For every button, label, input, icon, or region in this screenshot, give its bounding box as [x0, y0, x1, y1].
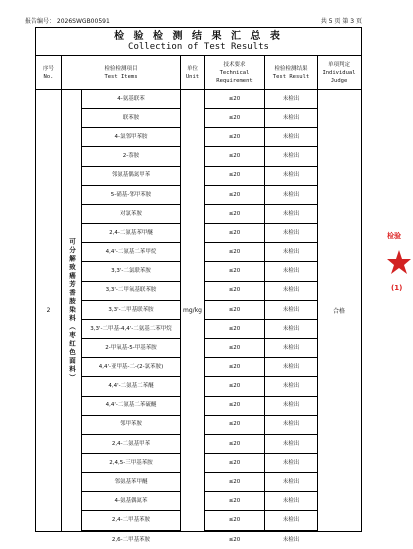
test-item-name: 4-氨基联苯 — [82, 90, 180, 109]
technical-requirement: ≤20 — [205, 454, 264, 473]
test-result: 未检出 — [265, 397, 317, 416]
col-items-en: Test Items — [104, 73, 138, 80]
items-column — [82, 90, 181, 543]
stamp-bottom-text: (1) — [391, 284, 403, 292]
test-item-name: 4,4'-二氨基二苯甲烷 — [82, 243, 180, 262]
page-indicator: 共 5 页 第 3 页 — [320, 18, 362, 25]
stamp-top-text: 检验 — [387, 232, 401, 240]
test-item-name: 5-硝基-邻甲苯胺 — [82, 186, 180, 205]
table-body — [36, 90, 361, 543]
technical-requirement: ≤20 — [205, 109, 264, 128]
test-result: 未检出 — [265, 377, 317, 396]
seal-stamp — [385, 228, 413, 298]
technical-requirement: ≤20 — [205, 205, 264, 224]
result-column — [265, 90, 318, 543]
test-result: 未检出 — [265, 301, 317, 320]
col-req-en2: Requirement — [216, 77, 253, 84]
test-item-name: 2,6-二甲基苯胺 — [111, 536, 151, 543]
technical-requirement: ≤20 — [205, 320, 264, 339]
col-judge-en1: Individual — [322, 69, 356, 76]
test-item-name: 4,4'-二氨基二苯醚 — [82, 377, 180, 396]
col-result-en: Test Result — [272, 73, 310, 80]
technical-requirement: ≤20 — [205, 128, 264, 147]
col-unit-en: Unit — [185, 73, 200, 80]
group-number-cell — [36, 90, 62, 531]
test-item-name: 2,4-二氨基甲苯 — [82, 435, 180, 454]
col-items-cn: 检验检测项目 — [104, 65, 138, 72]
test-result: 未检出 — [265, 167, 317, 186]
technical-requirement: ≤20 — [205, 186, 264, 205]
col-unit-cn: 单位 — [186, 65, 198, 72]
technical-requirement: ≤20 — [205, 301, 264, 320]
technical-requirement: ≤20 — [205, 473, 264, 492]
unit-cell — [181, 90, 205, 531]
technical-requirement: ≤20 — [205, 358, 264, 377]
technical-requirement: ≤20 — [228, 536, 241, 543]
col-requirement — [205, 56, 265, 89]
test-result: 未检出 — [265, 339, 317, 358]
technical-requirement: ≤20 — [205, 511, 264, 530]
title-chinese: 检 验 检 测 结 果 汇 总 表 — [114, 31, 283, 42]
test-item-name: 4,4'-二氨基二苯硫醚 — [82, 397, 180, 416]
test-result: 未检出 — [265, 282, 317, 301]
test-item-name: 2-萘胺 — [82, 147, 180, 166]
test-result: 未检出 — [265, 109, 317, 128]
test-item-name: 3,3'-二氯联苯胺 — [82, 262, 180, 281]
col-judge-cn: 单项判定 — [327, 61, 350, 68]
results-table — [35, 27, 362, 543]
test-item-name: 邻甲苯胺 — [82, 416, 180, 435]
technical-requirement: ≤20 — [205, 397, 264, 416]
technical-requirement: ≤20 — [205, 167, 264, 186]
test-result: 未检出 — [265, 186, 317, 205]
col-result-cn: 检验检测结果 — [274, 65, 308, 72]
technical-requirement: ≤20 — [205, 377, 264, 396]
test-item-name: 2,4-二甲基苯胺 — [82, 511, 180, 530]
test-item-name: 4-氯邻甲苯胺 — [82, 128, 180, 147]
report-number: 报告编号： 2026SWGB00591 — [25, 18, 110, 25]
col-test-items — [62, 56, 181, 89]
test-result: 未检出 — [265, 205, 317, 224]
test-result: 未检出 — [265, 454, 317, 473]
test-result: 未检出 — [265, 90, 317, 109]
unit-value: mg/kg — [183, 307, 202, 314]
report-header — [22, 14, 362, 26]
category-wrapper — [62, 90, 81, 531]
col-unit — [181, 56, 205, 89]
technical-requirement: ≤20 — [205, 262, 264, 281]
requirement-column — [205, 90, 265, 543]
col-judge — [318, 56, 360, 89]
technical-requirement: ≤20 — [205, 282, 264, 301]
test-result: 未检出 — [265, 224, 317, 243]
col-req-en1: Technical — [219, 69, 250, 76]
test-item-name: 2-甲氧基-5-甲基苯胺 — [82, 339, 180, 358]
test-item-name: 4,4'-亚甲基-二-(2-氯苯胺) — [82, 358, 180, 377]
category-label: 可分解致癌芳香胺染料（枣红色面料） — [68, 238, 76, 383]
group-number: 2 — [46, 307, 51, 314]
test-result: 未检出 — [265, 243, 317, 262]
test-item-name: 2,4-二氨基苯甲醚 — [82, 224, 180, 243]
test-item-name: 对氯苯胺 — [82, 205, 180, 224]
test-result: 未检出 — [265, 262, 317, 281]
technical-requirement: ≤20 — [205, 416, 264, 435]
test-item-name: 4-氨基偶氮苯 — [82, 492, 180, 511]
col-judge-en2: Judge — [330, 77, 348, 84]
column-header-row — [36, 56, 361, 90]
test-result: 未检出 — [265, 320, 317, 339]
test-result: 未检出 — [265, 147, 317, 166]
col-req-cn: 技术要求 — [223, 61, 246, 68]
technical-requirement: ≤20 — [205, 492, 264, 511]
category-cell — [62, 90, 82, 531]
judge-cell — [318, 90, 360, 531]
test-item-name: 3,3'-二甲基-4,4'-二氨基二苯甲烷 — [82, 320, 180, 339]
table-title — [36, 28, 361, 56]
test-item-name: 联苯胺 — [82, 109, 180, 128]
test-item-name: 邻氨基苯甲醚 — [82, 473, 180, 492]
test-result: 未检出 — [265, 416, 317, 435]
col-number-cn: 序号 — [42, 65, 54, 72]
test-item-name: 邻氨基偶氮甲苯 — [82, 167, 180, 186]
test-result: 未检出 — [265, 511, 317, 530]
technical-requirement: ≤20 — [205, 224, 264, 243]
technical-requirement: ≤20 — [205, 339, 264, 358]
test-item-name: 3,3'-二甲基联苯胺 — [82, 301, 180, 320]
technical-requirement: ≤20 — [205, 90, 264, 109]
col-number — [36, 56, 62, 89]
star-icon — [387, 250, 411, 274]
technical-requirement: ≤20 — [205, 243, 264, 262]
test-result: 未检出 — [265, 358, 317, 377]
test-result: 未检出 — [265, 473, 317, 492]
test-item-name: 2,4,5-三甲基苯胺 — [82, 454, 180, 473]
test-result: 未检出 — [265, 435, 317, 454]
test-result: 未检出 — [265, 492, 317, 511]
technical-requirement: ≤20 — [205, 435, 264, 454]
test-result: 未检出 — [265, 128, 317, 147]
judge-value: 合格 — [332, 308, 345, 315]
col-result — [265, 56, 318, 89]
technical-requirement: ≤20 — [205, 147, 264, 166]
col-number-en: No. — [43, 73, 54, 80]
test-result: 未检出 — [282, 536, 300, 543]
title-english: Collection of Test Results — [128, 42, 269, 52]
test-item-name: 3,3'-二甲氧基联苯胺 — [82, 282, 180, 301]
